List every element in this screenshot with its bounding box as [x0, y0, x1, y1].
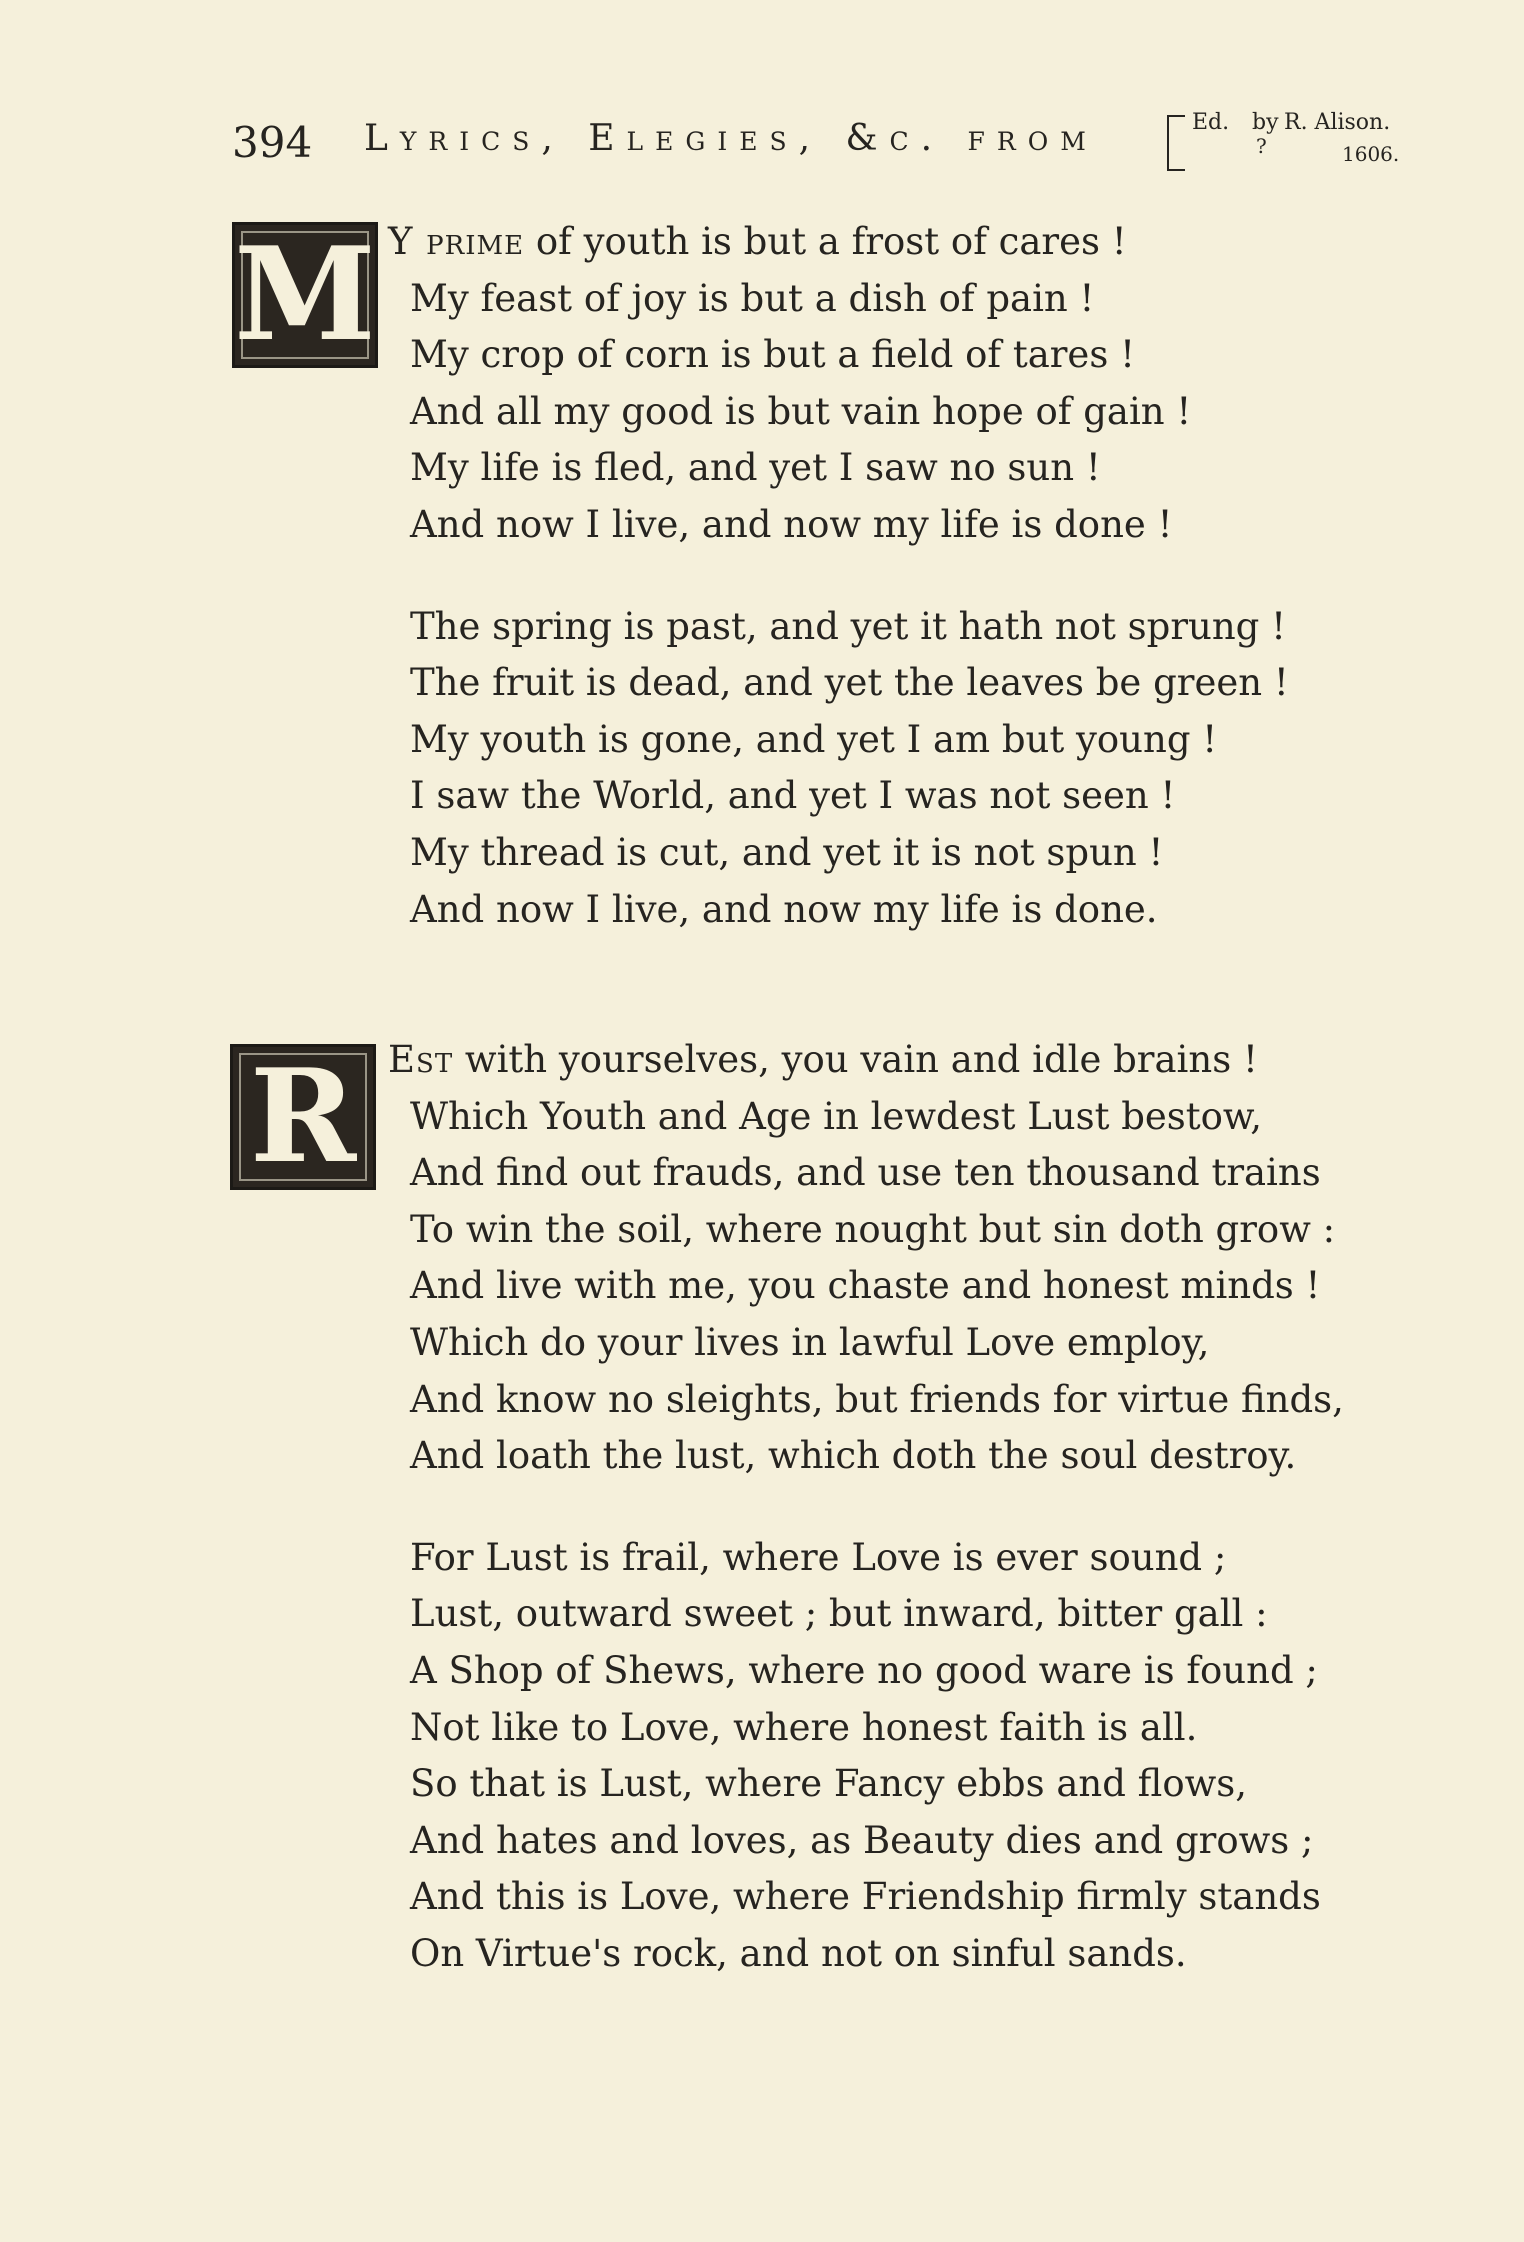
poem-line: And loath the lust, which doth the soul destroy. [410, 1434, 1297, 1478]
poem-line: Not like to Love, where honest faith is all. [410, 1705, 1198, 1749]
poem-line: My crop of corn is but a field of tares ! [410, 333, 1135, 377]
small-caps-opening: Y prime [388, 220, 525, 263]
poem-line: And this is Love, where Friendship firmly stands [410, 1875, 1321, 1919]
running-header [232, 110, 1412, 180]
poem-line: And all my good is but vain hope of gain ! [410, 389, 1192, 433]
poem-1 [388, 214, 1430, 938]
poem-line: My youth is gone, and yet I am but young ! [410, 717, 1218, 761]
stanza [388, 214, 1430, 554]
poem-line: Which do your lives in lawful Love employ, [410, 1320, 1210, 1364]
poem-line: The fruit is dead, and yet the leaves be green ! [410, 661, 1289, 705]
small-caps-opening: Est [388, 1038, 454, 1081]
poem-line: Which Youth and Age in lewdest Lust bestow, [410, 1094, 1262, 1138]
poem-line [388, 214, 1430, 271]
running-title: Lyrics, Elegies, &c. from [364, 118, 1098, 159]
editor-note-year: 1606. [1342, 142, 1400, 166]
editor-note-query: ? [1256, 134, 1267, 158]
poem-line: And hates and loves, as Beauty dies and grows ; [410, 1818, 1314, 1862]
editor-bracket [1167, 115, 1185, 171]
poem-line: And now I live, and now my life is done ! [410, 502, 1173, 546]
poem-line: And know no sleights, but friends for virtue finds, [410, 1377, 1344, 1421]
poem-line: So that is Lust, where Fancy ebbs and flows, [410, 1762, 1248, 1806]
dropcap-m [232, 222, 378, 368]
line-text: of youth is but a frost of cares ! [524, 220, 1127, 263]
stanza [410, 599, 1430, 939]
poem-line: And find out frauds, and use ten thousand trains [410, 1151, 1321, 1195]
line-text: with yourselves, you vain and idle brains ! [453, 1038, 1258, 1081]
poem-line: For Lust is frail, where Love is ever sound ; [410, 1535, 1227, 1579]
page-number: 394 [232, 118, 313, 167]
editor-note-prefix: Ed. [1192, 110, 1230, 135]
poem-line: To win the soil, where nought but sin doth grow : [410, 1207, 1336, 1251]
poem-line: On Virtue's rock, and not on sinful sands. [410, 1931, 1187, 1975]
poem-line: A Shop of Shews, where no good ware is found ; [410, 1648, 1318, 1692]
poem-line [388, 1032, 1430, 1089]
poem-line: Lust, outward sweet ; but inward, bitter gall : [410, 1592, 1268, 1636]
stanza [388, 1032, 1430, 1485]
poem-line: My thread is cut, and yet it is not spun ! [410, 830, 1164, 874]
poem-line: The spring is past, and yet it hath not sprung ! [410, 604, 1286, 648]
poem-line: And now I live, and now my life is done. [410, 887, 1158, 931]
stanza [410, 1530, 1430, 1983]
dropcap-letter: M [234, 220, 376, 370]
stanza-gap [410, 554, 1430, 599]
poem-line: My feast of joy is but a dish of pain ! [410, 276, 1095, 320]
poem-line: I saw the World, and yet I was not seen ! [410, 774, 1176, 818]
dropcap-letter: R [249, 1042, 357, 1192]
poem-line: And live with me, you chaste and honest minds ! [410, 1264, 1321, 1308]
poem-line: My life is fled, and yet I saw no sun ! [410, 446, 1101, 490]
poem-2 [388, 1032, 1430, 1983]
editor-note-by: by [1252, 110, 1279, 135]
editor-note-name: R. Alison. [1284, 110, 1391, 135]
dropcap-r [230, 1044, 376, 1190]
stanza-gap [410, 1485, 1430, 1530]
